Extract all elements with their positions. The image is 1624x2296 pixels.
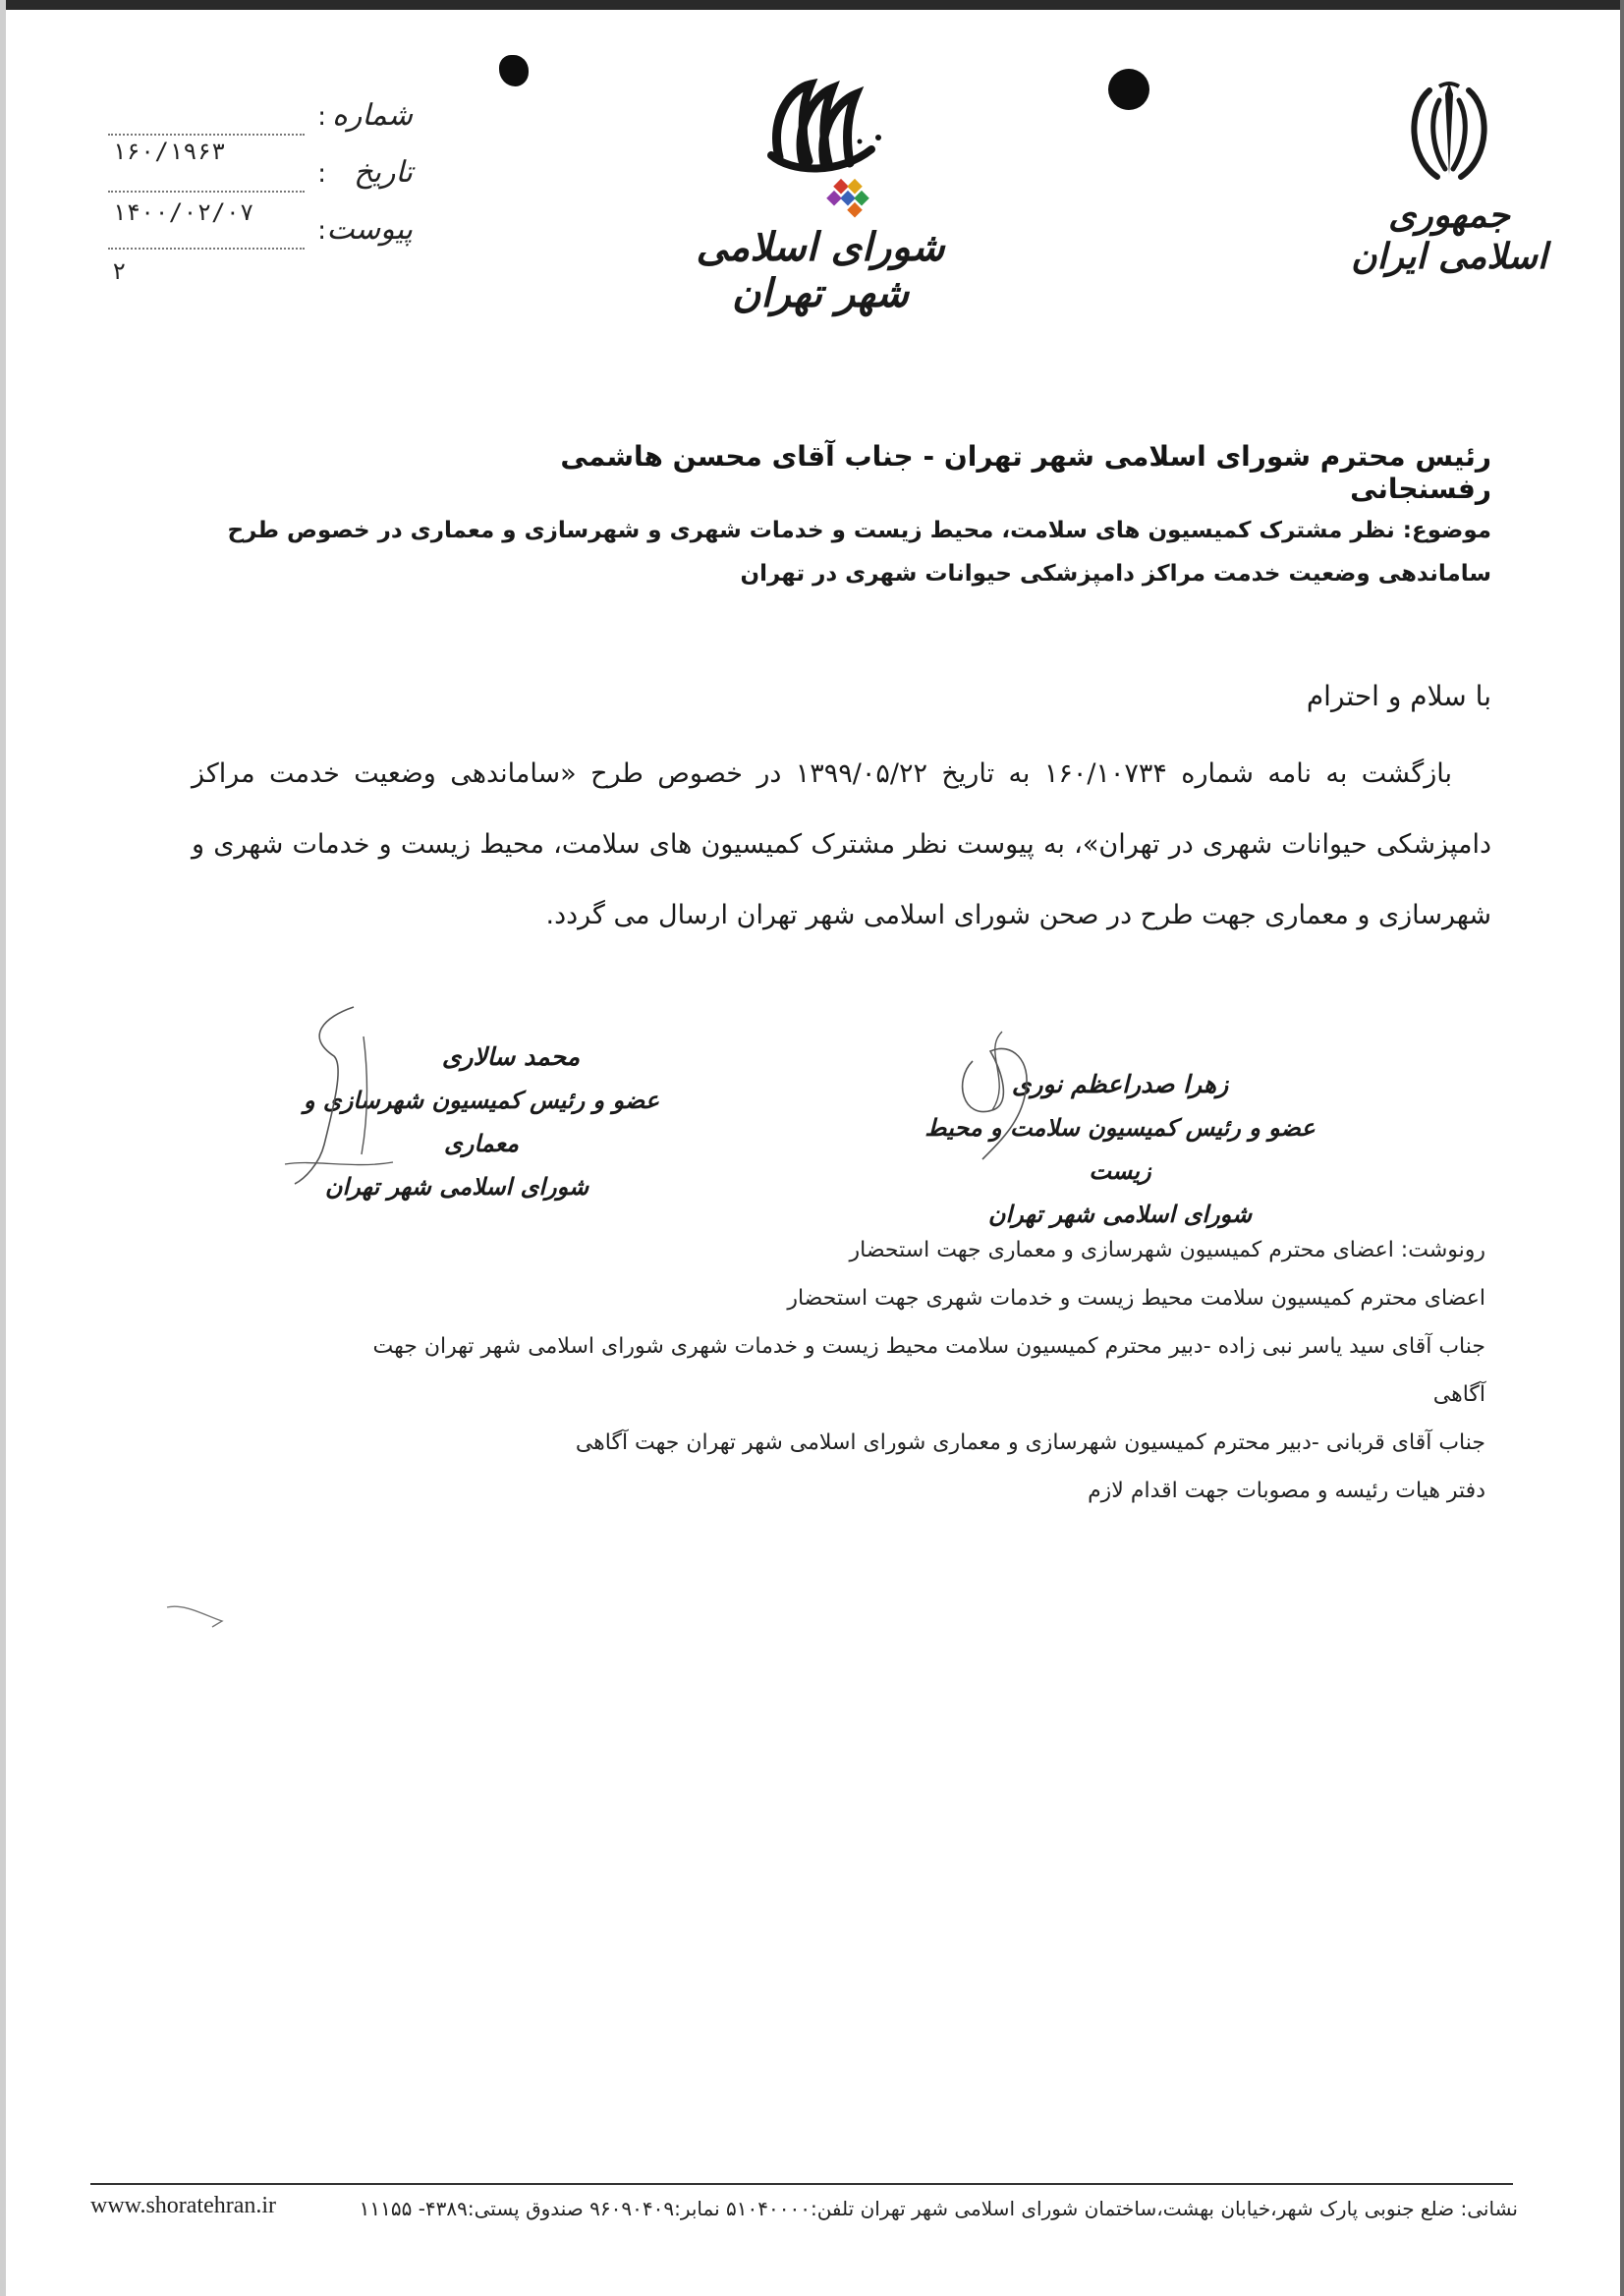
attachment-label: پیوست — [326, 212, 413, 247]
meta-date-row — [108, 155, 413, 226]
attachment-value: ۲ — [112, 257, 127, 285]
cc-list — [354, 1226, 1485, 1515]
cc-item: اعضای محترم کمیسیون سلامت محیط زیست و خدمات شهری جهت استحضار — [787, 1286, 1485, 1311]
footer-website-link[interactable]: www.shoratehran.ir — [90, 2193, 277, 2218]
punch-hole-right — [1108, 69, 1149, 110]
signer-left-role: عضو و رئیس کمیسیون شهرسازی و معماری — [303, 1087, 660, 1157]
punch-hole-left — [499, 55, 529, 86]
addressee: رئیس محترم شورای اسلامی شهر تهران - جناب آقای محسن هاشمی رفسنجانی — [560, 440, 1491, 505]
number-label: شماره — [332, 98, 413, 133]
attachment-dotted-line — [108, 248, 305, 250]
council-logo-title: شورای اسلامی شهر تهران — [696, 224, 945, 316]
council-logo — [658, 79, 982, 316]
greeting: با سلام و احترام — [1306, 680, 1491, 712]
cc-item: جناب آقای قربانی -دبیر محترم کمیسیون شهرسازی و معماری شورای اسلامی شهر تهران جهت آگاهی — [575, 1430, 1485, 1455]
signer-right-council: شورای اسلامی شهر تهران — [987, 1201, 1253, 1228]
scan-left-edge — [0, 0, 6, 2296]
footer-address: نشانی: ضلع جنوبی پارک شهر،خیابان بهشت،ساختمان شورای اسلامی شهر تهران تلفن:۵۱۰۴۰۰۰۰ نمابر:۹۶۰۹۰۴۰۹ صندوق پستی:۴۳۸۹- ۱۱۱۵۵ — [359, 2197, 1518, 2220]
emblem-icon — [1400, 79, 1498, 187]
letter-meta — [108, 98, 413, 285]
emblem-title: جمهوری اسلامی ایران — [1351, 195, 1547, 277]
date-label: تاریخ — [354, 155, 413, 190]
number-colon: : — [317, 102, 326, 132]
meta-attachment-row — [108, 212, 413, 285]
cc-item: رونوشت: اعضای محترم کمیسیون شهرسازی و معماری جهت استحضار — [849, 1238, 1485, 1262]
cc-item: دفتر هیات رئیسه و مصوبات جهت اقدام لازم — [1088, 1479, 1485, 1503]
iran-emblem — [1336, 79, 1562, 277]
signer-left-name: محمد سالاری — [441, 1042, 581, 1071]
signer-left-council: شورای اسلامی شهر تهران — [324, 1173, 589, 1201]
signer-right-role: عضو و رئیس کمیسیون سلامت و محیط زیست — [924, 1114, 1316, 1185]
footer-divider — [90, 2183, 1513, 2185]
cc-item: جناب آقای سید یاسر نبی زاده -دبیر محترم کمیسیون سلامت محیط زیست و خدمات شهری شورای اسلامی شهر تهران جهت آگاهی — [372, 1334, 1485, 1407]
date-colon: : — [317, 159, 326, 189]
scan-right-edge — [1620, 0, 1624, 2296]
meta-number-row — [108, 98, 413, 165]
attachment-colon: : — [317, 216, 326, 246]
letter-body: بازگشت به نامه شماره ۱۶۰/۱۰۷۳۴ به تاریخ ۱۳۹۹/۰۵/۲۲ در خصوص طرح «ساماندهی وضعیت خدمت مراکز دامپزشکی حیوانات شهری در تهران»، به پیوست نظر مشترک کمیسیون های سلامت، محیط زیست و خدمات شهری و شهرسازی و معماری جهت طرح در صحن شورای اسلامی شهر تهران ارسال می گردد. — [192, 758, 1491, 930]
scan-top-edge — [0, 0, 1624, 10]
number-dotted-line — [108, 134, 305, 136]
subject: موضوع: نظر مشترک کمیسیون های سلامت، محیط زیست و خدمات شهری و شهرسازی و معماری در خصوص طرح ساماندهی وضعیت خدمت مراکز دامپزشکی حیوانات شهری در تهران — [227, 518, 1491, 587]
signature-left-scribble — [275, 997, 422, 1194]
stray-pen-mark — [165, 1601, 234, 1631]
signer-right-name: زهرا صدراعظم نوری — [1011, 1070, 1229, 1098]
council-logo-icon — [752, 79, 889, 226]
date-value: ۱۴۰۰/۰۲/۰۷ — [112, 198, 254, 226]
date-dotted-line — [108, 191, 305, 193]
number-value: ۱۶۰/۱۹۶۳ — [112, 138, 226, 165]
signature-right-scribble — [943, 1022, 1061, 1169]
